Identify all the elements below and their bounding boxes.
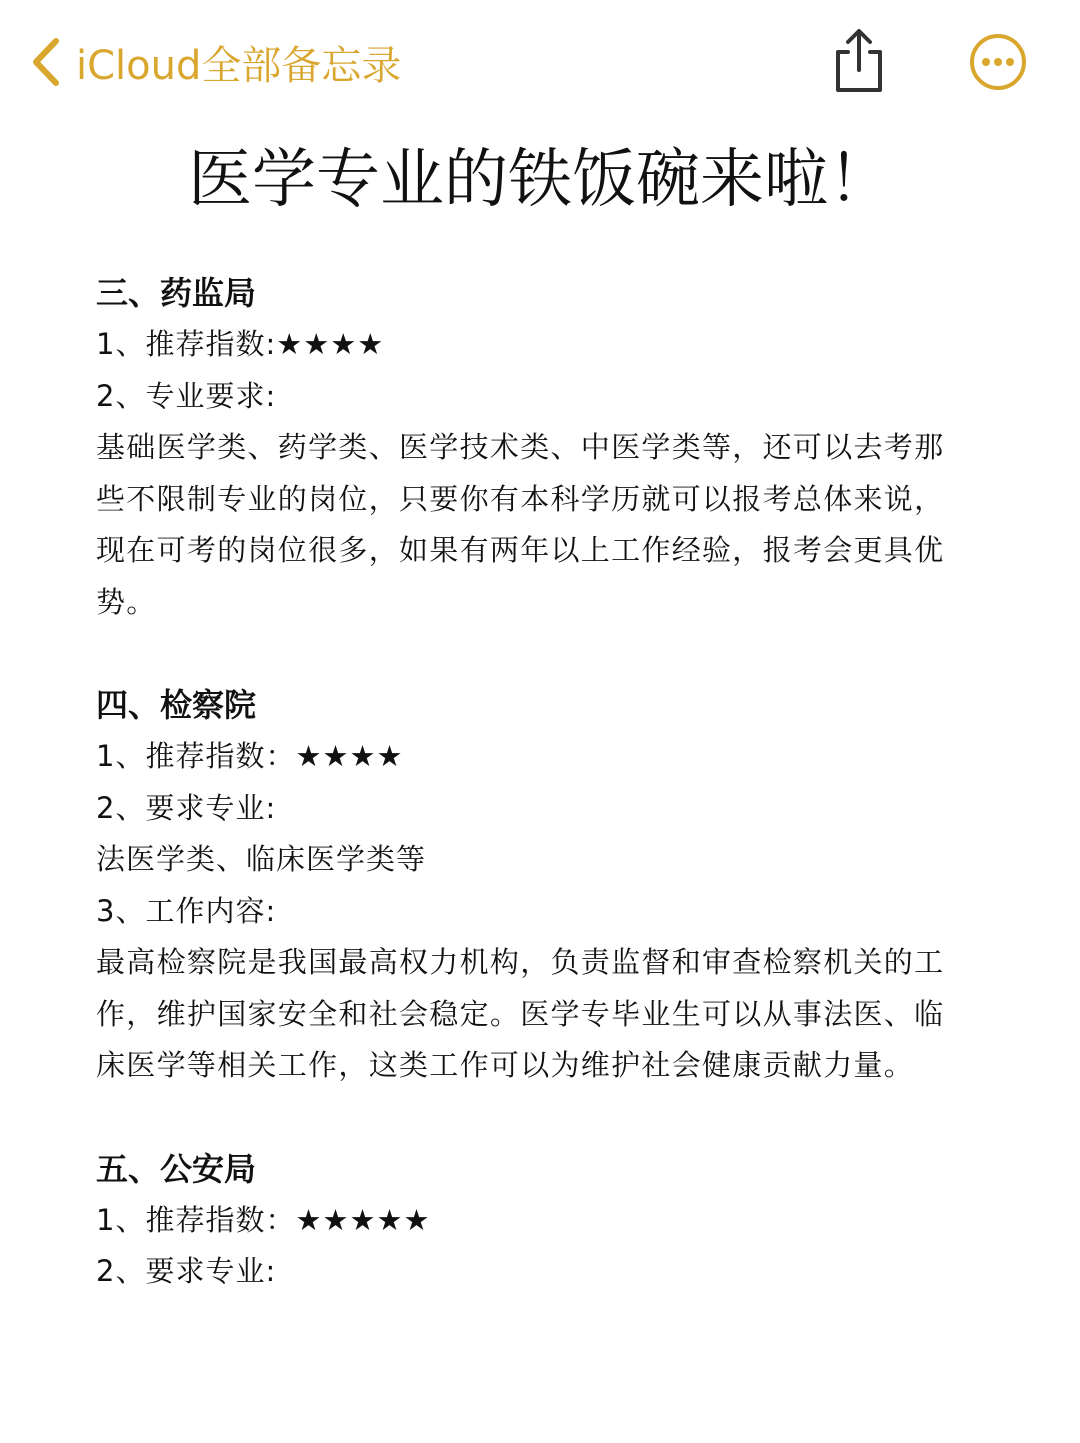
share-button[interactable]: [830, 26, 888, 96]
section-heading: 四、检察院: [96, 686, 257, 724]
note-body[interactable]: [96, 268, 976, 1298]
section-procuratorate: [96, 680, 976, 1092]
section-paragraph: 最高检察院是我国最高权力机构，负责监督和审查检察机关的工作，维护国家安全和社会稳定。医学专毕业生可以从事法医、临床医学等相关工作，这类工作可以为维护社会健康贡献力量。: [96, 945, 945, 1082]
share-icon: [830, 26, 888, 96]
section-heading: 三、药监局: [96, 274, 257, 312]
more-icon: [968, 32, 1028, 92]
recommendation-rating: 1、推荐指数：★★★★: [96, 739, 404, 773]
major-requirement-label: 2、要求专业:: [96, 790, 277, 825]
note-title: 医学专业的铁饭碗来啦！: [188, 143, 892, 217]
recommendation-rating: 1、推荐指数:★★★★: [96, 327, 385, 361]
section-heading: 五、公安局: [96, 1149, 257, 1188]
major-requirement-label: 2、专业要求:: [96, 378, 277, 413]
section-public-security: [96, 1144, 976, 1298]
major-requirement-label: 2、要求专业:: [96, 1254, 277, 1288]
back-button[interactable]: [28, 34, 401, 90]
navigation-bar: [0, 0, 1080, 124]
section-drug-administration: [96, 268, 976, 628]
recommendation-rating: 1、推荐指数：★★★★★: [96, 1202, 431, 1237]
back-button-label: iCloud全部备忘录: [76, 42, 402, 89]
section-paragraph: 基础医学类、药学类、医学技术类、中医学类等，还可以去考那些不限制专业的岗位，只要你有本科学历就可以报考总体来说，现在可考的岗位很多，如果有两年以上工作经验，报考会更具优势。: [96, 430, 945, 619]
more-button[interactable]: [968, 32, 1028, 92]
chevron-left-icon: [28, 36, 62, 88]
major-list: 法医学类、临床医学类等: [96, 842, 427, 876]
work-content-label: 3、工作内容:: [96, 893, 277, 928]
